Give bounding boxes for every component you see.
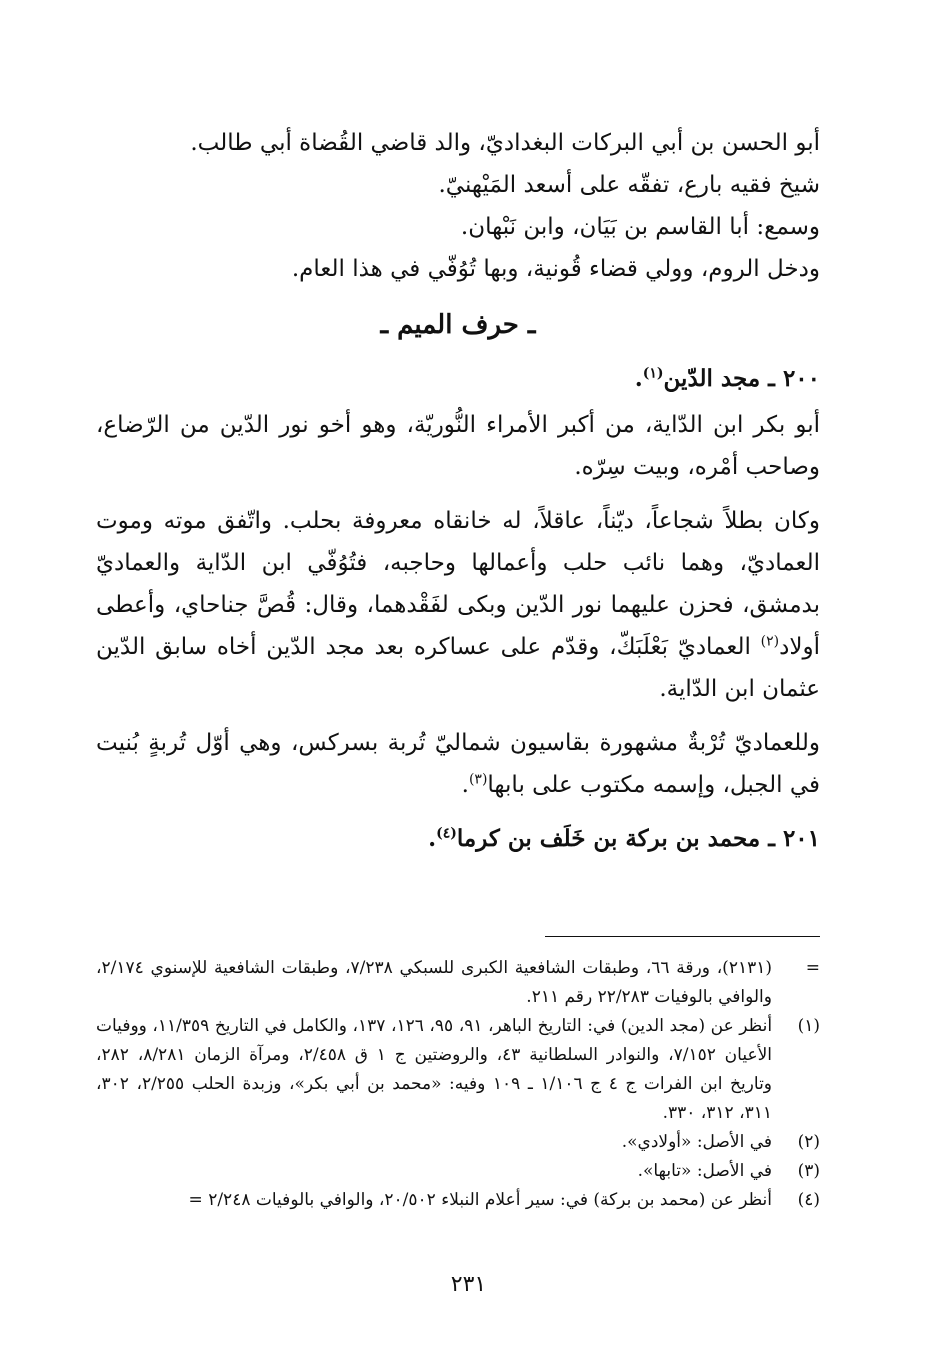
paragraph-text: وكان بطلاً شجاعاً، ديّناً، عاقلاً، له خانقاه معروفة بحلب. واتّفق موته وموت العماديّ، وهما نائب حلب وأعمالها وحاجبه، فتُوُفّي ابن الدّاية والعماديّ بدمشق، فحزن عليهما نور الدّين وبكى لفَقْدهما، وقال: قُصَّ جناحاي، وأعطى أولاد [96,508,820,660]
section-heading: ـ حرف الميم ـ [380,310,536,340]
footnote-number: (٤) [797,1190,820,1210]
text-line: شيخ فقيه بارع، تفقّه على أسعد المَيْهنيّ. [438,172,820,198]
footnote-text: في الأصل: «تابها». [637,1161,772,1181]
main-text [96,122,820,864]
page-number: ٢٣١ [450,1272,487,1297]
footnote-number: = [805,958,820,978]
footnotes [96,954,820,1215]
entry-200-paragraph-3 [96,722,820,806]
footnote [96,1012,820,1128]
footnote-ref: (٤) [436,825,457,842]
footnote-text: أنظر عن (مجد الدين) في: التاريخ الباهر، ٩١، ٩٥، ١٢٦، ١٣٧، والكامل في التاريخ ١١/٣٥٩، ووفيات الأعيان ٧/١٥٢، والنوادر السلطانية ٤٣، والروضتين ج ١ ق ٢/٤٥٨، ومرآة الزمان ٨/٢٨١، ٢٨٢، وتاريخ ابن الفرات ج ٤ ج ١/١٠٦ ـ ١٠٩ وفيه: «محمد بن أبي بكر»، وزبدة الحلب ٢/٢٥٥، ٣٠٢، ٣١١، ٣١٢، ٣٣٠. [96,1016,773,1123]
entry-end-mark: . [634,365,643,392]
entry-201-title: ٢٠١ ـ محمد بن بركة بن خَلَف بن كرما [456,825,820,852]
entry-200-paragraph-1: أبو بكر ابن الدّاية، من أكبر الأمراء النُّوريّة، وهو أخو نور الدّين من الرّضاع، وصاحب أمْره، وبيت سِرّه. [96,412,820,480]
footnote-number: (١) [797,1016,820,1036]
footnote-number: (٣) [797,1161,820,1181]
footnote [96,1157,820,1186]
footnote-text: في الأصل: «أولادي». [621,1132,772,1152]
paragraph-text: العماديّ بَعْلَبَكّ، وقدّم على عساكره بعد مجد الدّين أخاه سابق الدّين عثمان ابن الدّاية. [96,634,820,702]
text-line: ودخل الروم، وولي قضاء قُونية، وبها تُوُفّي في هذا العام. [291,256,820,282]
entry-200-paragraph-2 [96,500,820,710]
paragraph-text: وللعماديّ تُرْبةٌ مشهورة بقاسيون شماليّ تُربة بسركس، وهي أوّل تُربةٍ بُنيت في الجبل، وإسمه مكتوب على بابها [96,730,820,798]
footnote-text: أنظر عن (محمد بن بركة) في: سير أعلام النبلاء ٢٠/٥٠٢، والوافي بالوفيات ٢/٢٤٨ = [188,1190,772,1210]
footnote [96,1128,820,1157]
paragraph-text: . [461,772,469,798]
footnote [96,1186,820,1215]
entry-end-mark: . [428,825,437,852]
footnote-divider [545,936,820,937]
footnote-ref: (٣) [468,771,488,788]
entry-201-heading [96,818,820,860]
footnote-ref: (٢) [760,633,780,650]
footnote-ref: (١) [642,365,664,382]
footnote-text: (٢١٣١)، ورقة ٦٦، وطبقات الشافعية الكبرى للسبكي ٧/٢٣٨، وطبقات الشافعية للإسنوي ٢/١٧٤، والوافي بالوفيات ٢٢/٢٨٣ رقم ٢١١. [96,958,772,1007]
entry-200-heading [96,358,820,400]
text-line: وسمع: أبا القاسم بن بَيَان، وابن نَبْهان. [460,214,820,240]
footnote-number: (٢) [797,1132,820,1152]
text-line: أبو الحسن بن أبي البركات البغداديّ، والد قاضي القُضاة أبي طالب. [190,130,820,156]
entry-200-title: ٢٠٠ ـ مجد الدّين [663,365,820,392]
footnote [96,954,820,1012]
